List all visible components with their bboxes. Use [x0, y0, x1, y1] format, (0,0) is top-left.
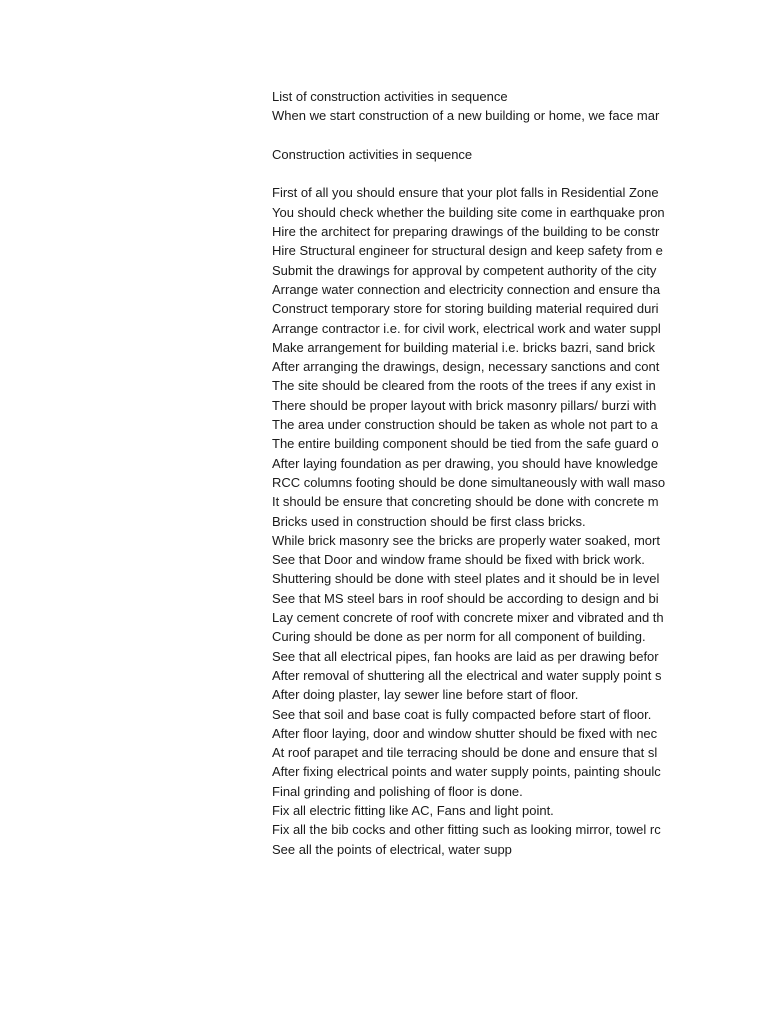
activity-item: See all the points of electrical, water supp	[272, 841, 512, 857]
activity-item: It should be ensure that concreting should be done with concrete m	[272, 494, 659, 510]
activity-item: Construct temporary store for storing building material required duri	[272, 301, 659, 317]
activity-item: Bricks used in construction should be first class bricks.	[272, 513, 586, 529]
document-text-column	[272, 87, 686, 859]
activity-item: Submit the drawings for approval by competent authority of the city	[272, 262, 657, 278]
document-intro: When we start construction of a new building or home, we face mar	[272, 108, 660, 124]
activity-item: See that soil and base coat is fully compacted before start of floor.	[272, 706, 652, 722]
activity-item: Hire Structural engineer for structural design and keep safety from e	[272, 243, 663, 259]
activity-item: Final grinding and polishing of floor is done.	[272, 783, 523, 799]
activity-item: RCC columns footing should be done simultaneously with wall maso	[272, 474, 666, 490]
activity-item: Arrange water connection and electricity connection and ensure tha	[272, 281, 661, 297]
activity-item: At roof parapet and tile terracing should be done and ensure that sl	[272, 745, 658, 761]
activity-item: The site should be cleared from the roots of the trees if any exist in	[272, 378, 656, 394]
activity-item: After laying foundation as per drawing, you should have knowledge	[272, 455, 658, 471]
activity-item: You should check whether the building site come in earthquake pron	[272, 204, 665, 220]
activity-item: After doing plaster, lay sewer line before start of floor.	[272, 687, 579, 703]
activity-item: Arrange contractor i.e. for civil work, electrical work and water suppl	[272, 320, 661, 336]
activity-item: Make arrangement for building material i.e. bricks bazri, sand brick	[272, 339, 655, 355]
activity-item: After arranging the drawings, design, necessary sanctions and cont	[272, 359, 660, 375]
activity-item: While brick masonry see the bricks are properly water soaked, mort	[272, 532, 660, 548]
activity-item: After removal of shuttering all the electrical and water supply point s	[272, 667, 662, 683]
activity-item: Fix all electric fitting like AC, Fans and light point.	[272, 802, 554, 818]
activity-item: Hire the architect for preparing drawings of the building to be constr	[272, 224, 660, 240]
activity-item: After floor laying, door and window shutter should be fixed with nec	[272, 725, 658, 741]
blank-line	[272, 126, 686, 145]
activity-item: Shuttering should be done with steel plates and it should be in level	[272, 571, 660, 587]
activity-item: After fixing electrical points and water supply points, painting shoulc	[272, 764, 661, 780]
activity-item: The area under construction should be taken as whole not part to a	[272, 417, 658, 433]
activity-item: See that Door and window frame should be fixed with brick work.	[272, 552, 645, 568]
activity-item: See that all electrical pipes, fan hooks are laid as per drawing befor	[272, 648, 659, 664]
document-title: List of construction activities in sequence	[272, 89, 508, 104]
activity-list	[272, 183, 686, 858]
section-subtitle: Construction activities in sequence	[272, 146, 473, 162]
activity-item: First of all you should ensure that your plot falls in Residential Zone	[272, 185, 659, 201]
activity-item: There should be proper layout with brick masonry pillars/ burzi with	[272, 397, 657, 413]
blank-line	[272, 164, 686, 183]
activity-item: Fix all the bib cocks and other fitting such as looking mirror, towel rc	[272, 822, 661, 838]
activity-item: Lay cement concrete of roof with concrete mixer and vibrated and th	[272, 610, 664, 626]
activity-item: Curing should be done as per norm for all component of building.	[272, 629, 646, 645]
activity-item: See that MS steel bars in roof should be according to design and bi	[272, 590, 659, 606]
activity-item: The entire building component should be tied from the safe guard o	[272, 436, 659, 452]
